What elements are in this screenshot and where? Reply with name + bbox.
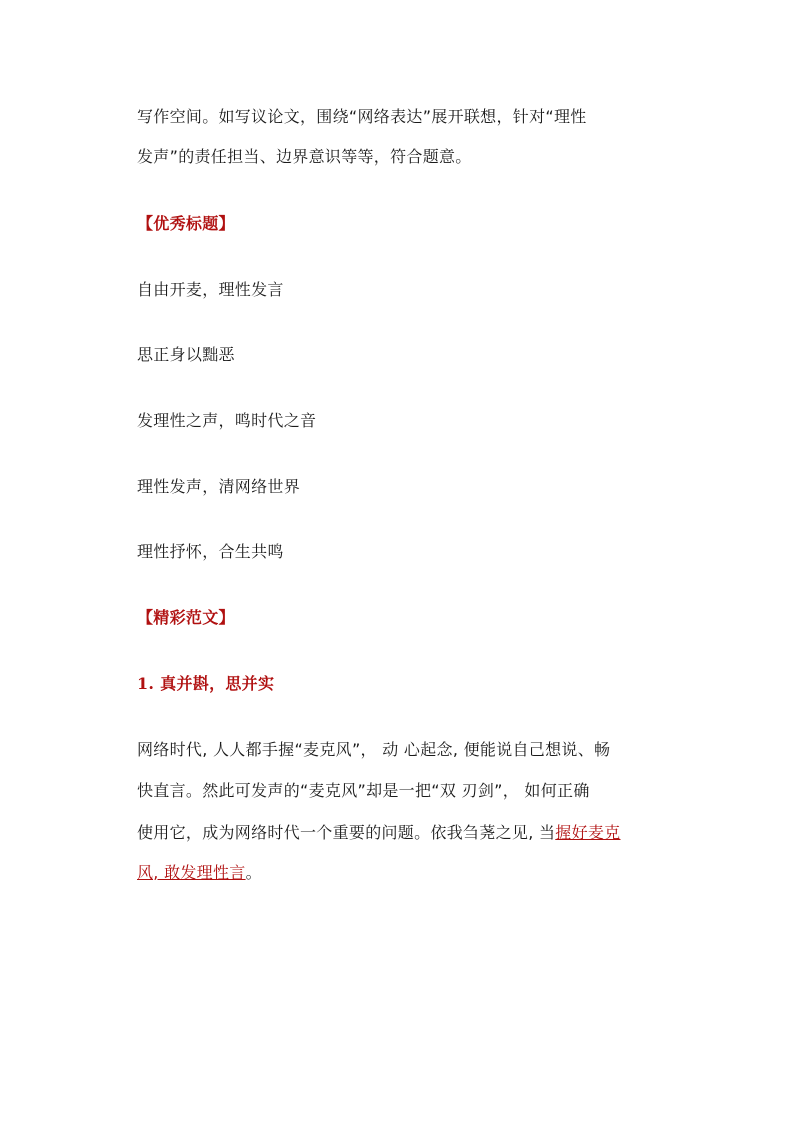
- essay-line-1: 网络时代, 人人都手握“麦克风”， 动 心起念, 便能说自己想说、畅: [137, 740, 611, 759]
- title-item: 理性发声，清网络世界: [137, 477, 301, 496]
- title-item: 自由开麦，理性发言: [137, 280, 284, 299]
- essay-title: 1. 真并斟，思并实: [137, 674, 275, 693]
- essay-line-3: [137, 822, 620, 844]
- intro-line-2: 发声”的责任担当、边界意识等等，符合题意。: [137, 147, 472, 166]
- title-item: 思正身以黜恶: [137, 345, 235, 364]
- title-item: 发理性之声，鸣时代之音: [137, 411, 317, 430]
- section-heading-titles: 【优秀标题】: [137, 214, 235, 233]
- title-item: 理性抒怀，合生共鸣: [137, 542, 284, 561]
- intro-line-1: 写作空间。如写议论文，围绕“网络表达”展开联想，针对“理性: [137, 107, 587, 126]
- section-heading-essay: 【精彩范文】: [137, 608, 235, 627]
- essay-highlight-2: 风, 敢发理性言: [137, 863, 246, 882]
- essay-line-2: 快直言。然此可发声的“麦克风”却是一把“双 刃剑”， 如何正确: [137, 781, 590, 800]
- essay-line-4: [137, 862, 262, 884]
- essay-highlight-1: 握好麦克: [555, 823, 621, 842]
- essay-line-4-end: 。: [245, 863, 262, 882]
- essay-line-3-text: 使用它，成为网络时代一个重要的问题。依我刍荛之见, 当: [137, 823, 556, 842]
